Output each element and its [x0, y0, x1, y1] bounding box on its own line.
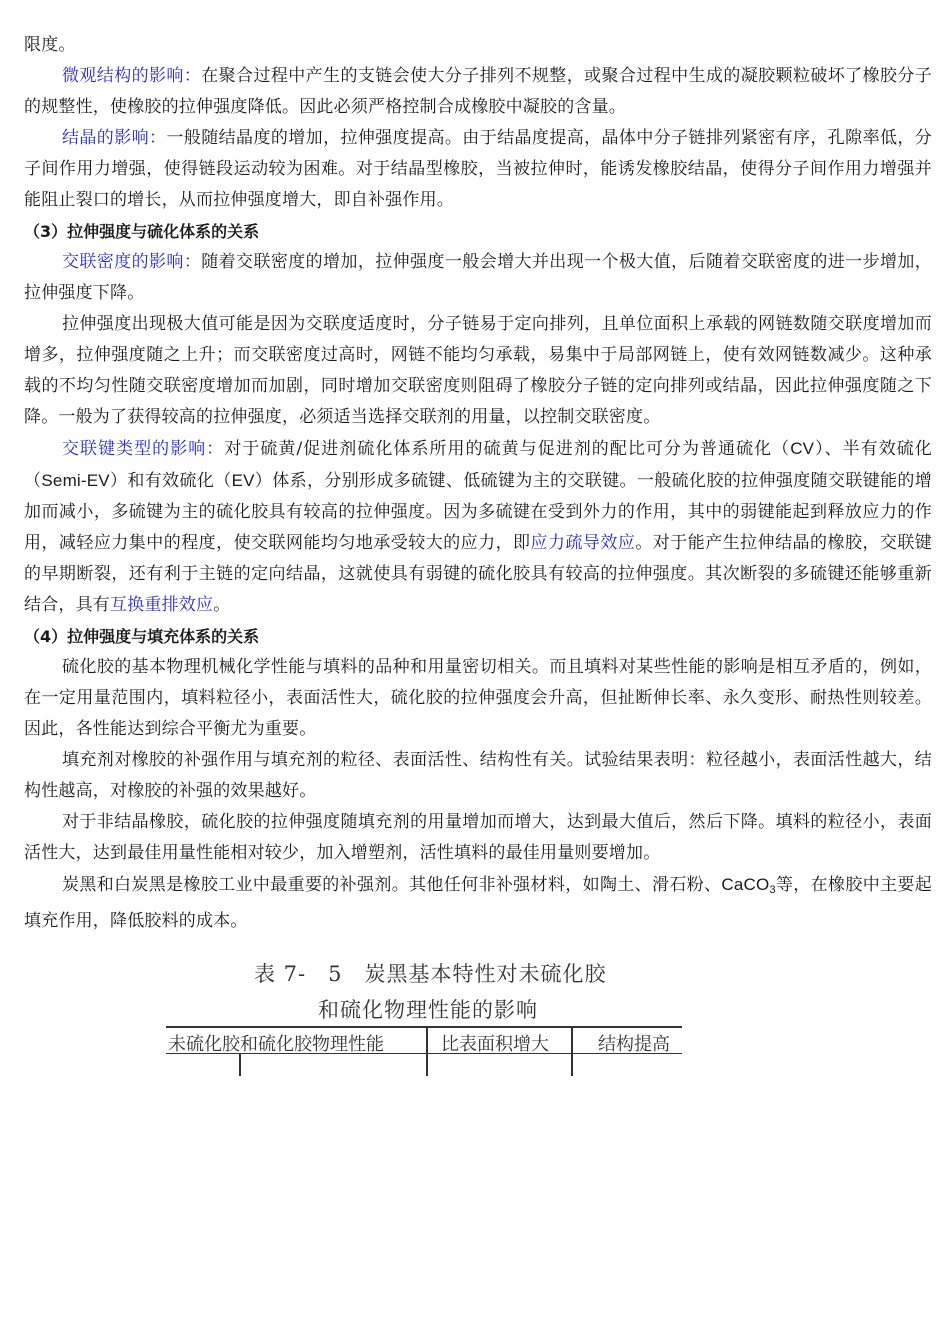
table-column-divider	[571, 1026, 573, 1076]
term-crosslink-density: 交联密度的影响：	[62, 252, 202, 272]
table-column-divider	[239, 1053, 241, 1076]
term-crosslink-type: 交联键类型的影响：	[62, 439, 225, 459]
paragraph-filler-properties: 硫化胶的基本物理机械化学性能与填料的品种和用量密切相关。而且填料对某些性能的影响是相互矛盾的，例如，在一定用量范围内，填料粒径小，表面活性大，硫化胶的拉伸强度会升高，但扯断伸长率、永久变形、耐热性则较差。因此，各性能达到综合平衡尤为重要。	[24, 657, 932, 739]
paragraph-non-crystalline: 对于非结晶橡胶，硫化胶的拉伸强度随填充剂的用量增加而增大，达到最大值后，然后下降。填料的粒径小，表面活性大，达到最佳用量性能相对较少，加入增塑剂，活性填料的最佳用量则要增加。	[24, 812, 932, 863]
paragraph-crosslink-density: 交联密度的影响：随着交联密度的增加，拉伸强度一般会增大并出现一个极大值，后随着交联密度的进一步增加，拉伸强度下降。	[24, 252, 932, 303]
paragraph-carbon-black: 炭黑和白炭黑是橡胶工业中最重要的补强剂。其他任何非补强材料，如陶土、滑石粉、CaCO$_3$等，在橡胶中主要起填充作用，降低胶料的成本。	[24, 875, 932, 931]
paragraph-crosslink-type: 交联键类型的影响：对于硫黄/促进剂硫化体系所用的硫黄与促进剂的配比可分为普通硫化（CV）、半有效硫化（Semi-EV）和有效硫化（EV）体系，分别形成多硫键、低硫键为主的交联键。一般硫化胶的拉伸强度随交联键能的增加而减小，多硫键为主的硫化胶具有较高的拉伸强度。因为多硫键在受到外力的作用，其中的弱键能起到释放应力的作用，减轻应力集中的程度，使交联网能均匀地承受较大的应力，即应力疏导效应。对于能产生拉伸结晶的橡胶，交联键的早期断裂，还有利于主链的定向结晶，这就使具有弱键的硫化胶具有较高的拉伸强度。其次断裂的多硫键还能够重新结合，具有互换重排效应。	[24, 439, 933, 615]
table-header	[166, 1026, 682, 1080]
table-caption-line1: 表 7- 5 炭黑基本特性对未硫化胶	[254, 962, 607, 986]
term-microstructure: 微观结构的影响：	[62, 66, 202, 86]
link-exchange-rearrangement-effect[interactable]: 互换重排效应	[110, 595, 214, 615]
paragraph-crystallization: 结晶的影响：一般随结晶度的增加，拉伸强度提高。由于结晶度提高，晶体中分子链排列紧密有序，孔隙率低，分子间作用力增强，使得链段运动较为困难。对于结晶型橡胶，当被拉伸时，能诱发橡胶结晶，使得分子间作用力增强并能阻止裂口的增长，从而拉伸强度增大，即自补强作用。	[24, 128, 932, 210]
paragraph-reinforcement: 填充剂对橡胶的补强作用与填充剂的粒径、表面活性、结构性有关。试验结果表明：粒径越小，表面活性越大，结构性越高，对橡胶的补强的效果越好。	[24, 750, 932, 801]
table-top-rule	[166, 1026, 682, 1028]
paragraph-microstructure: 微观结构的影响：在聚合过程中产生的支链会使大分子排列不规整，或聚合过程中生成的凝胶颗粒破坏了橡胶分子的规整性，使橡胶的拉伸强度降低。因此必须严格控制合成橡胶中凝胶的含量。	[24, 66, 932, 117]
section-heading-filler: （4）拉伸强度与填充体系的关系	[24, 627, 260, 646]
table-header-cell: 未硫化胶和硫化胶物理性能	[168, 1034, 384, 1055]
section-heading-vulcanization: （3）拉伸强度与硫化体系的关系	[24, 222, 260, 241]
table-header-cell: 结构提高	[598, 1034, 670, 1055]
table-figure	[166, 955, 686, 1080]
table-column-divider	[426, 1026, 428, 1076]
paragraph-fragment: 限度。	[24, 35, 76, 55]
term-crystallization: 结晶的影响：	[62, 128, 167, 148]
link-stress-relief-effect[interactable]: 应力疏导效应	[530, 533, 636, 553]
table-caption-line2: 和硫化物理性能的影响	[318, 998, 538, 1022]
table-header-cell: 比表面积增大	[441, 1034, 549, 1055]
paragraph-tensile-maximum: 拉伸强度出现极大值可能是因为交联度适度时，分子链易于定向排列，且单位面积上承载的网链数随交联度增加而增多，拉伸强度随之上升；而交联密度过高时，网链不能均匀承载，易集中于局部网链上，使有效网链数减少。这种承载的不均匀性随交联密度增加而加剧，同时增加交联密度则阻碍了橡胶分子链的定向排列或结晶，因此拉伸强度随之下降。一般为了获得较高的拉伸强度，必须适当选择交联剂的用量，以控制交联密度。	[24, 314, 932, 427]
